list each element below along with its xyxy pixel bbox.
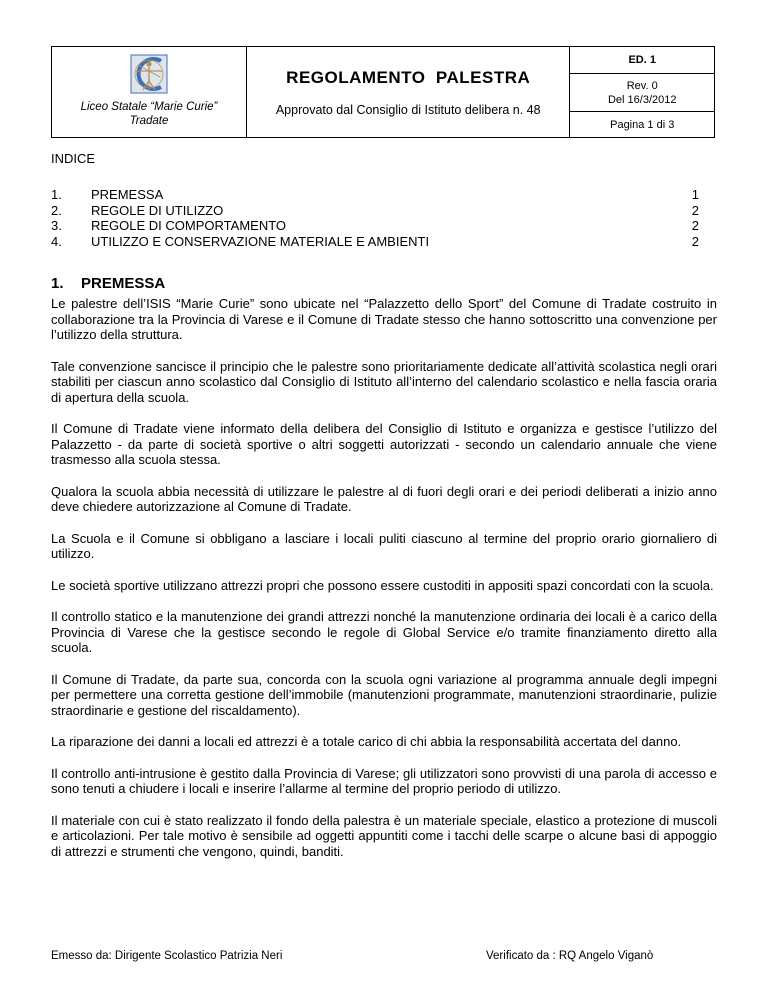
- toc-item-number: 2.: [51, 202, 62, 218]
- paragraph: Le società sportive utilizzano attrezzi propri che possono essere custoditi in appositi spazi concordati con la scuola.: [51, 577, 714, 593]
- paragraph: Il Comune di Tradate viene informato della delibera del Consiglio di Istituto e organizza e gestisce l’utilizzo del Palazzetto - da parte di società sportive o altri soggetti autorizzati - secondo un calendario annuale che viene trasmesso alla scuola stessa.: [51, 421, 717, 467]
- paragraph: Tale convenzione sancisce il principio che le palestre sono prioritariamente dedicate all’attività scolastica negli orari stabiliti per ciascun anno scolastico dal Consiglio di Istituto all’interno del calendario scolastico e nella fascia oraria di apertura della scuola.: [51, 358, 717, 405]
- toc-item-page: 2: [691, 202, 699, 218]
- toc-item-number: 3.: [51, 218, 62, 233]
- school-name: [52, 100, 246, 128]
- toc-item-page: 2: [691, 233, 699, 249]
- revision-label: Rev. 0: [626, 79, 658, 92]
- edition-label: ED. 1: [570, 47, 714, 74]
- toc-item-number: 4.: [51, 233, 62, 249]
- table-of-contents: [51, 187, 699, 249]
- section-number: 1.: [51, 275, 64, 292]
- toc-item-page: 1: [691, 187, 699, 202]
- logo-cell: [52, 47, 247, 138]
- toc-item: [51, 234, 699, 250]
- document-title: REGOLAMENTO PALESTRA: [286, 68, 531, 87]
- revision-date: Del 16/3/2012: [607, 93, 677, 106]
- paragraph: La riparazione dei danni a locali ed attrezzi è a totale carico di chi abbia la responsabilità accertata del danno.: [51, 734, 682, 749]
- revision-block: [570, 74, 714, 112]
- toc-item-page: 2: [691, 218, 699, 233]
- school-name-line2: Tradate: [129, 115, 169, 127]
- paragraph: Il Comune di Tradate, da parte sua, concorda con la scuola ogni variazione al programma annuale degli impegni per permettere una corretta gestione dell’immobile (manutenzioni programmate, manutenzioni straordinarie, pulizie straordinarie e gestione del riscaldamento).: [51, 671, 717, 718]
- toc-item: [51, 187, 699, 203]
- section-heading-premessa: [51, 275, 165, 292]
- toc-item: [51, 218, 699, 234]
- edition-cell: [570, 47, 715, 138]
- footer-issued-by: Emesso da: Dirigente Scolastico Patrizia Neri: [51, 950, 283, 962]
- paragraph: Le palestre dell’ISIS “Marie Curie” sono ubicate nel “Palazzetto dello Sport” del Comune di Tradate costruito in collaborazione tra la Provincia di Varese e il Comune di Tradate stesso che hanno sottoscritto una convenzione per l’utilizzo della struttura.: [51, 296, 717, 342]
- section-body: [51, 296, 717, 875]
- page-counter: Pagina 1 di 3: [610, 118, 675, 131]
- toc-item-label: UTILIZZO E CONSERVAZIONE MATERIALE E AMBIENTI: [91, 233, 430, 249]
- school-name-line1: Liceo Statale “Marie Curie”: [80, 101, 218, 113]
- approval-note: Approvato dal Consiglio di Istituto delibera n. 48: [275, 103, 541, 117]
- paragraph: Il controllo statico e la manutenzione dei grandi attrezzi nonché la manutenzione ordinaria dei locali è a carico della Provincia di Varese che la gestisce secondo le regole di Global Service e/o tramite finanziamento diretto alla scuola.: [51, 609, 717, 655]
- toc-item: [51, 203, 699, 219]
- toc-item-number: 1.: [51, 187, 62, 202]
- section-title: PREMESSA: [81, 275, 166, 292]
- title-cell: [247, 47, 570, 138]
- toc-item-label: PREMESSA: [91, 187, 164, 202]
- paragraph: Qualora la scuola abbia necessità di utilizzare le palestre al di fuori degli orari e dei periodi deliberati a inizio anno deve chiedere autorizzazione al Comune di Tradate.: [51, 483, 717, 514]
- footer-verified-by: Verificato da : RQ Angelo Viganò: [486, 950, 654, 962]
- toc-item-label: REGOLE DI UTILIZZO: [91, 202, 224, 218]
- toc-item-label: REGOLE DI COMPORTAMENTO: [91, 218, 287, 233]
- document-header: [51, 46, 715, 138]
- paragraph: Il materiale con cui è stato realizzato il fondo della palestra è un materiale speciale, elastico a protezione di muscoli e articolazioni. Per tale motivo è sensibile ad oggetti appuntiti come i tacchi delle scarpe o alcune basi di appoggio di attrezzi e strumenti che vengono, quindi, banditi.: [51, 812, 717, 859]
- paragraph: La Scuola e il Comune si obbligano a lasciare i locali puliti ciascuno al termine del proprio orario giornaliero di utilizzo.: [51, 530, 717, 561]
- vitruvian-man-logo-icon: [128, 53, 170, 97]
- index-title: INDICE: [51, 151, 96, 166]
- paragraph: Il controllo anti-intrusione è gestito dalla Provincia di Varese; gli utilizzatori sono provvisti di una parola di accesso e sono tenuti a chiudere i locali e inserire l’allarme al termine del proprio periodo di utilizzo.: [51, 765, 717, 796]
